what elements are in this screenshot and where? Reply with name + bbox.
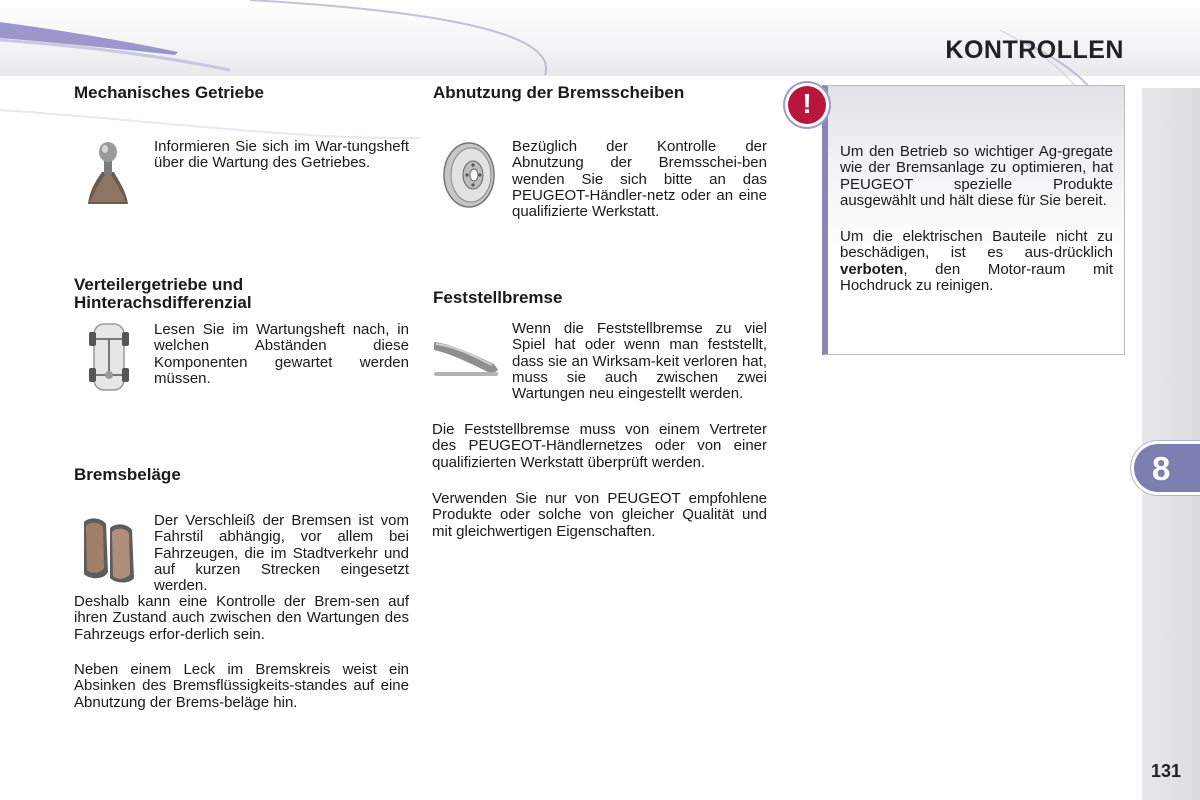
warning-text-1: Um den Betrieb so wichtiger Ag-gregate wie der Bremsanlage zu optimieren, hat PEUGEOT spezielle Produkte ausgewählt und hält diese für Sie bereit. xyxy=(840,143,1113,209)
brake-pads-icon xyxy=(78,514,140,584)
warning-text-2-after: , den Motor-raum mit Hochdruck zu reinigen. xyxy=(840,260,1113,294)
warning-text-2-before: Um die elektrischen Bauteile nicht zu beschädigen, ist es aus-drücklich xyxy=(840,228,1113,262)
section-title-transfer xyxy=(74,276,252,312)
chapter-title: KONTROLLEN xyxy=(945,36,1124,64)
section-title-brake-pads: Bremsbeläge xyxy=(74,465,181,484)
section-title-gearbox: Mechanisches Getriebe xyxy=(74,83,264,102)
brake-disc-icon xyxy=(440,140,498,210)
warning-text-2-bold: verboten xyxy=(840,260,904,278)
parking-brake-text-products: Verwenden Sie nur von PEUGEOT empfohlene Produkte oder solche von gleicher Qualität und mit gleichwertigen Eigenschaften. xyxy=(432,490,767,540)
section-title-brake-discs: Abnutzung der Bremsscheiben xyxy=(433,83,685,102)
parking-brake-icon xyxy=(432,334,502,378)
brake-pads-text-intro: Der Verschleiß der Bremsen ist vom Fahrstil abhängig, vor allem bei Fahrzeugen, die im Stadtverkehr und auf kurzen Strecken eingesetzt werden. xyxy=(154,512,409,595)
section-title-transfer-line2: Hinterachsdifferenzial xyxy=(74,293,252,312)
page-number: 131 xyxy=(1151,761,1182,781)
gear-lever-icon xyxy=(80,138,136,210)
warning-text-2 xyxy=(840,229,1113,294)
chapter-number: 8 xyxy=(1152,450,1171,487)
brake-pads-text-more: Deshalb kann eine Kontrolle der Brem-sen auf ihren Zustand auch zwischen den Wartungen des Fahrzeugs erfor-derlich sein. xyxy=(74,593,409,643)
parking-brake-text-intro: Wenn die Feststellbremse zu viel Spiel hat oder wenn man feststellt, dass sie an Wirksam-keit verloren hat, muss sie auch zwischen zwei Wartungen neu eingestellt werden. xyxy=(512,320,767,403)
parking-brake-text-check: Die Feststellbremse muss von einem Vertreter des PEUGEOT-Händlernetzes oder von einer qualifizierten Werkstatt überprüft werden. xyxy=(432,421,767,471)
car-chassis-icon xyxy=(88,322,130,394)
gearbox-text: Informieren Sie sich im War-tungsheft über die Wartung des Getriebes. xyxy=(154,138,409,172)
warning-box xyxy=(822,85,1125,355)
transfer-text: Lesen Sie im Wartungsheft nach, in welchen Abständen diese Komponenten gewartet werden müssen. xyxy=(154,321,409,387)
brake-discs-text: Bezüglich der Kontrolle der Abnutzung der Bremsschei-ben wenden Sie sich bitte an das PEUGEOT-Händler-netz oder an eine qualifizierte Werkstatt. xyxy=(512,138,767,221)
exclamation-icon: ! xyxy=(788,86,826,124)
section-title-transfer-line1: Verteilergetriebe und xyxy=(74,275,244,294)
chapter-tab xyxy=(1134,444,1200,492)
section-title-parking-brake: Feststellbremse xyxy=(433,288,563,307)
brake-pads-text-leak: Neben einem Leck im Bremskreis weist ein Absinken des Bremsflüssigkeits-standes auf eine Abnutzung der Brems-beläge hin. xyxy=(74,661,409,711)
